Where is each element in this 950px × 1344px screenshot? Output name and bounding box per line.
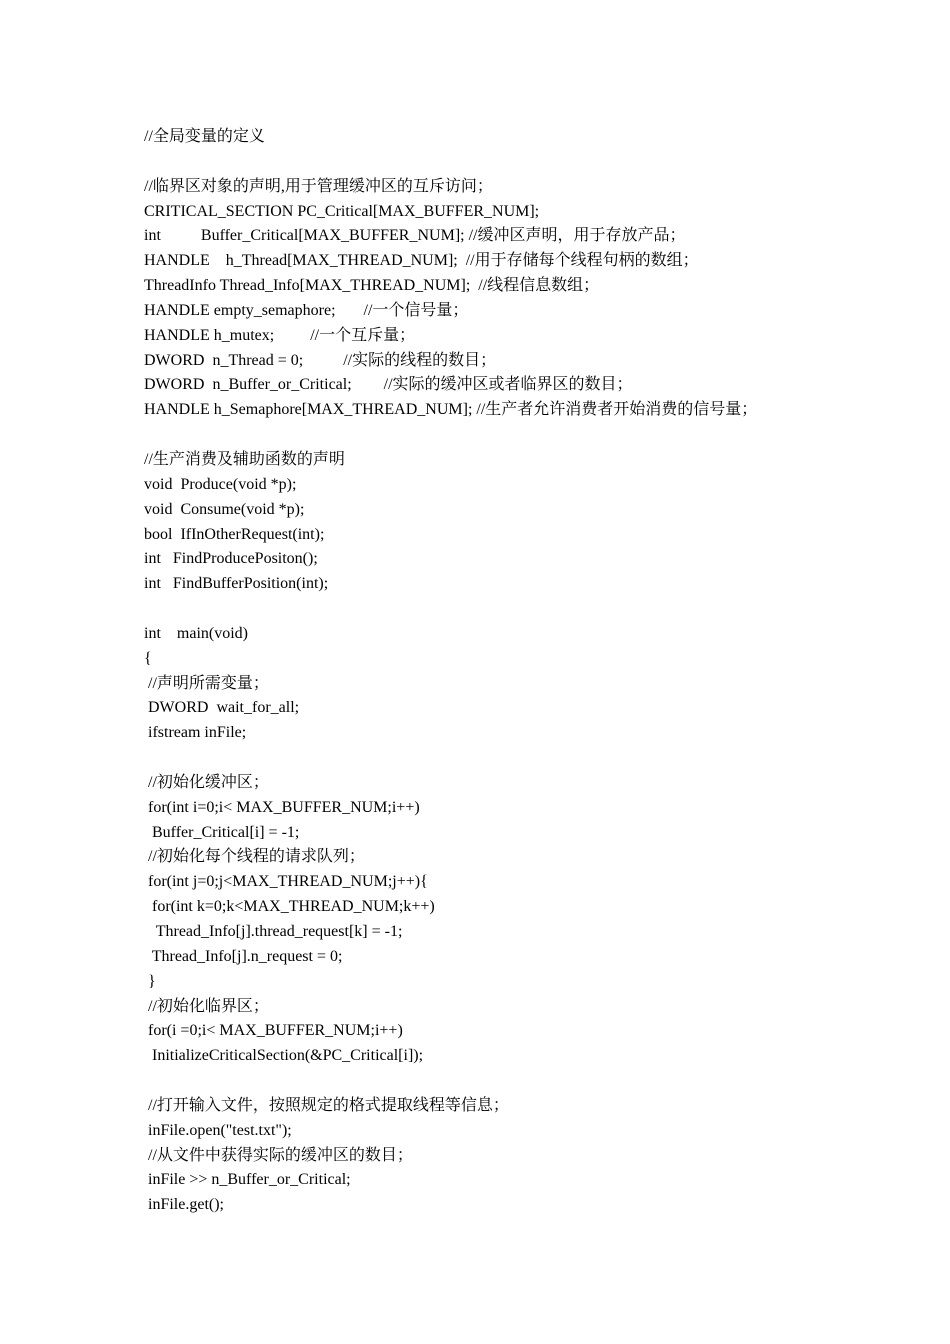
code-line: int FindBufferPosition(int); xyxy=(144,575,329,593)
code-line: Thread_Info[j].thread_request[k] = -1; xyxy=(144,923,403,940)
code-line: int Buffer_Critical[MAX_BUFFER_NUM]; //缓冲区声明，用于存放产品； xyxy=(144,227,686,245)
code-line: Buffer_Critical[i] = -1; xyxy=(144,823,300,841)
code-line: } xyxy=(144,972,156,990)
code-line: for(int i=0;i< MAX_BUFFER_NUM;i++) xyxy=(144,798,420,816)
code-line: InitializeCriticalSection(&PC_Critical[i]); xyxy=(144,1047,424,1065)
code-line: //全局变量的定义 xyxy=(144,128,265,145)
code-line: //临界区对象的声明,用于管理缓冲区的互斥访问； xyxy=(144,177,493,195)
code-line: HANDLE empty_semaphore; //一个信号量； xyxy=(144,301,469,319)
code-line: inFile >> n_Buffer_or_Critical; xyxy=(144,1171,351,1189)
code-line: CRITICAL_SECTION PC_Critical[MAX_BUFFER_NUM]; xyxy=(144,202,540,220)
code-line: for(int j=0;j<MAX_THREAD_NUM;j++){ xyxy=(144,873,428,891)
code-line: int main(void) xyxy=(144,624,248,642)
code-line: //从文件中获得实际的缓冲区的数目； xyxy=(144,1146,413,1164)
code-line xyxy=(144,1069,904,1094)
code-line: int FindProducePositon(); xyxy=(144,550,318,568)
code-line: HANDLE h_Thread[MAX_THREAD_NUM]; //用于存储每个线程句柄的数组； xyxy=(144,252,699,270)
code-line: ThreadInfo Thread_Info[MAX_THREAD_NUM]; //线程信息数组； xyxy=(144,277,600,295)
code-line: ifstream inFile; xyxy=(144,724,247,742)
code-line: //打开输入文件，按照规定的格式提取线程等信息； xyxy=(144,1096,509,1114)
code-line xyxy=(144,150,904,175)
code-line: void Consume(void *p); xyxy=(144,500,305,518)
code-line: HANDLE h_Semaphore[MAX_THREAD_NUM]; //生产者允许消费者开始消费的信号量； xyxy=(144,401,758,419)
code-line: HANDLE h_mutex; //一个互斥量； xyxy=(144,326,416,344)
code-listing xyxy=(144,125,904,1218)
code-line: inFile.open("test.txt"); xyxy=(144,1121,292,1139)
code-line: //声明所需变量； xyxy=(144,674,269,692)
code-line: DWORD wait_for_all; xyxy=(144,699,300,717)
code-line: DWORD n_Thread = 0; //实际的线程的数目； xyxy=(144,351,497,369)
code-line: //初始化缓冲区； xyxy=(144,773,269,791)
code-line: inFile.get(); xyxy=(144,1196,224,1214)
code-line: //初始化临界区； xyxy=(144,997,269,1015)
code-line xyxy=(144,423,904,448)
code-line: //生产消费及辅助函数的声明 xyxy=(144,450,345,468)
code-line: for(i =0;i< MAX_BUFFER_NUM;i++) xyxy=(144,1022,403,1040)
code-line xyxy=(144,597,904,622)
code-line: Thread_Info[j].n_request = 0; xyxy=(144,947,343,965)
code-line: bool IfInOtherRequest(int); xyxy=(144,525,325,543)
code-line: //初始化每个线程的请求队列； xyxy=(144,848,365,866)
code-line: DWORD n_Buffer_or_Critical; //实际的缓冲区或者临界区的数目； xyxy=(144,376,633,394)
code-line: void Produce(void *p); xyxy=(144,475,297,493)
code-line: { xyxy=(144,649,152,667)
code-line: for(int k=0;k<MAX_THREAD_NUM;k++) xyxy=(144,898,435,916)
code-line xyxy=(144,746,904,771)
